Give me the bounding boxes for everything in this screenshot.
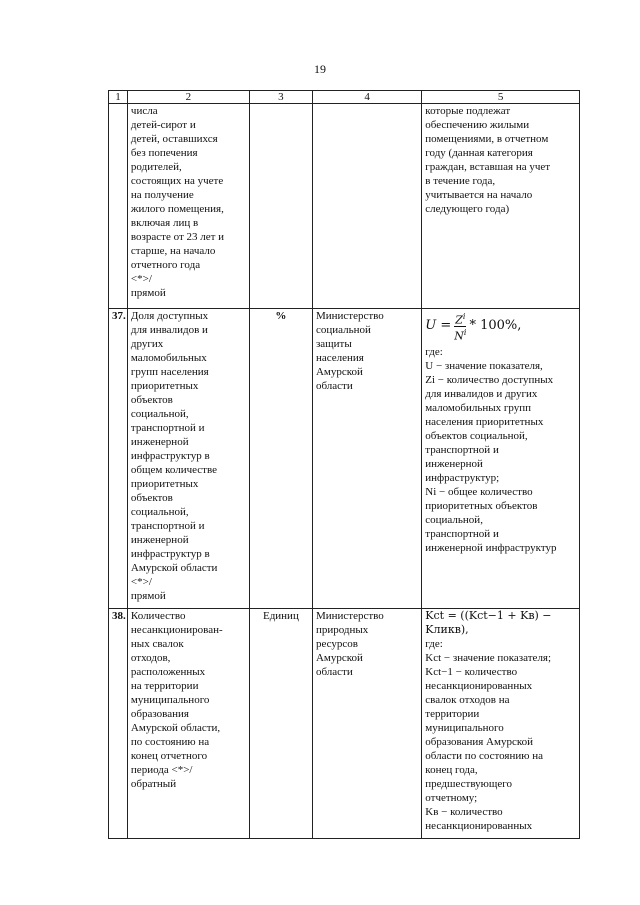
table-header-row: [109, 91, 580, 104]
indicator-name: Доля доступных для инвалидов и других маломобильных групп населения приоритетных объектов социальной, транспортной и инженерной инфраструктур в общем количестве приоритетных объектов социальной, транспортной и инженерной инфраструктур в Амурской области <*>/ прямой: [127, 309, 249, 609]
calculation-method-cell: [422, 309, 580, 609]
indicator-name: числа детей-сирот и детей, оставшихся без попечения родителей, состоящих на учете на получение жилого помещения, включая лиц в возрасте от 23 лет и старше, на начало отчетного года <*>/ прямой: [127, 104, 249, 309]
column-header: 4: [312, 91, 421, 104]
responsible-body: [312, 104, 421, 309]
unit-of-measure: [249, 104, 312, 309]
calculation-method: где: Kct − значение показателя; Kct−1 − количество несанкционированных свалок отходов на территории муниципального образования Амурской области по состоянию на конец года, предшествующего отчетному; Kв − количество несанкционированных: [425, 638, 552, 832]
column-header: 2: [127, 91, 249, 104]
formula-numerator: Z: [455, 313, 463, 327]
table-row: [109, 309, 580, 609]
table-row: [109, 609, 580, 839]
column-header: 3: [249, 91, 312, 104]
row-number: 38.: [109, 609, 128, 839]
formula-numerator-sup: i: [462, 312, 466, 321]
formula: Kct = ((Kct−1 + Kв) − Kликв),: [425, 609, 552, 636]
table-row: [109, 104, 580, 309]
responsible-body: Министерство социальной защиты населения Амурской области: [312, 309, 421, 609]
formula-rhs: * 100%,: [469, 318, 522, 334]
calculation-method: которые подлежат обеспечению жилыми помещениями, в отчетном году (данная категория граждан, вставшая на учет в течение года, учитывается на начало следующего года): [422, 104, 580, 309]
column-header: 5: [422, 91, 580, 104]
row-number: [109, 104, 128, 309]
formula: [425, 311, 576, 341]
calculation-method: где: U − значение показателя, Zi − количество доступных для инвалидов и других маломобильных групп населения приоритетных объектов социальной, транспортной и инженерной инфраструктур; Ni − общее количество приоритетных объектов социальной, транспортной и инженерной инфраструктур: [425, 346, 557, 555]
page-number: 19: [314, 62, 326, 76]
calculation-method-cell: [422, 609, 580, 839]
indicator-name: Количество несанкционирован- ных свалок отходов, расположенных на территории муниципального образования Амурской области, по состоянию на конец отчетного периода <*>/ обратный: [127, 609, 249, 839]
formula-denominator-sup: i: [463, 327, 467, 337]
formula-lhs: U =: [425, 318, 452, 334]
responsible-body: Министерство природных ресурсов Амурской области: [312, 609, 421, 839]
unit-of-measure: %: [249, 309, 312, 609]
column-header: 1: [109, 91, 128, 104]
indicator-table: [108, 90, 580, 839]
unit-of-measure: Единиц: [249, 609, 312, 839]
formula-denominator: N: [454, 329, 464, 343]
row-number: 37.: [109, 309, 128, 609]
formula-fraction: [454, 311, 466, 341]
